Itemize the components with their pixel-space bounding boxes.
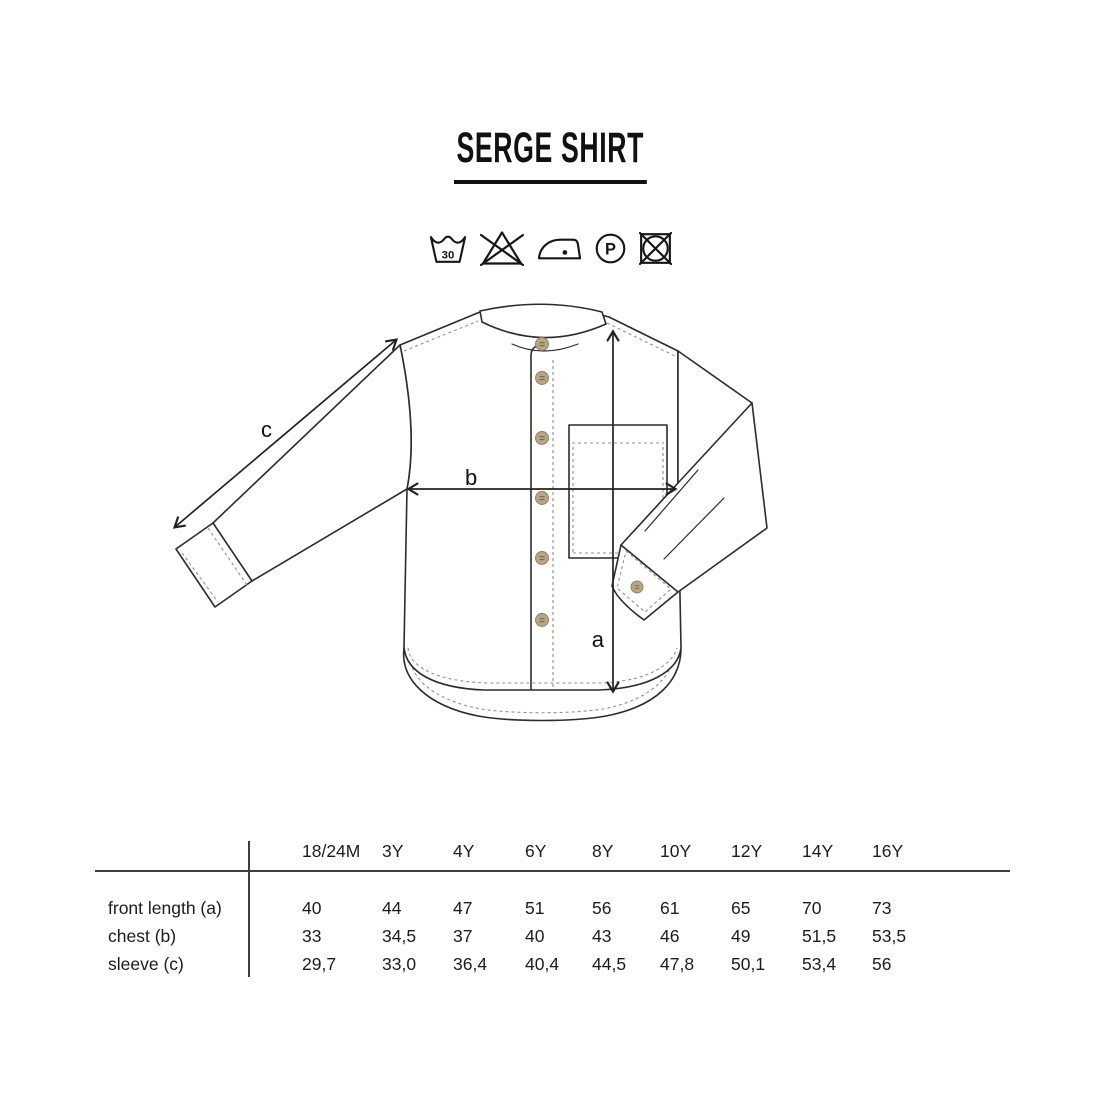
measurement-row <box>95 922 1010 950</box>
measurement-value: 56 <box>592 898 612 918</box>
measurement-value: 70 <box>802 898 822 918</box>
table-rule <box>95 870 1010 872</box>
size-header-spacer <box>95 838 302 870</box>
measurement-a-label: a <box>591 627 604 652</box>
measurement-label: chest (b) <box>108 926 177 946</box>
page-title: SERGE SHIRT <box>454 124 647 184</box>
do-not-tumble-dry-icon <box>639 232 672 265</box>
measurement-value: 65 <box>731 898 751 918</box>
measurement-value: 34,5 <box>382 926 417 946</box>
size-col-header: 3Y <box>382 841 404 861</box>
measurement-value: 36,4 <box>453 954 488 974</box>
measurement-label: sleeve (c) <box>108 954 184 974</box>
measurement-value: 61 <box>660 898 680 918</box>
cuff-button <box>631 581 643 593</box>
measurement-value: 51 <box>525 898 545 918</box>
shirt-technical-drawing <box>140 280 800 740</box>
measurement-value: 49 <box>731 926 751 946</box>
measurement-b-label: b <box>465 465 478 490</box>
dry-clean-p-icon <box>595 233 626 264</box>
do-not-bleach-icon <box>480 229 524 267</box>
measurement-value: 50,1 <box>731 954 766 974</box>
measurement-value: 40,4 <box>525 954 560 974</box>
measurement-c-label: c <box>261 417 272 442</box>
size-col-header: 12Y <box>731 841 763 861</box>
shirt-button <box>536 492 549 505</box>
measurement-value: 40 <box>302 898 322 918</box>
size-col-header: 4Y <box>453 841 475 861</box>
size-col-header: 6Y <box>525 841 547 861</box>
care-symbols-row <box>0 229 1100 267</box>
shirt-button <box>536 432 549 445</box>
measurement-row <box>95 894 1010 922</box>
size-col-header: 14Y <box>802 841 834 861</box>
size-col-header: 8Y <box>592 841 614 861</box>
size-header-row <box>95 838 1010 870</box>
measurement-value: 44 <box>382 898 402 918</box>
measurement-value: 37 <box>453 926 473 946</box>
measurement-value: 73 <box>872 898 892 918</box>
shirt-button <box>536 552 549 565</box>
dry-clean-letter: P <box>604 239 616 258</box>
size-col-header: 16Y <box>872 841 904 861</box>
page-header <box>0 124 1100 184</box>
shirt-button <box>536 614 549 627</box>
measurement-value: 47 <box>453 898 473 918</box>
measurement-value: 43 <box>592 926 612 946</box>
measurement-value: 33,0 <box>382 954 417 974</box>
left-sleeve <box>176 345 411 607</box>
measurement-value: 53,5 <box>872 926 907 946</box>
measurement-value: 53,4 <box>802 954 837 974</box>
measurement-value: 56 <box>872 954 892 974</box>
measurement-value: 47,8 <box>660 954 695 974</box>
size-table <box>95 838 1010 988</box>
measurement-value: 29,7 <box>302 954 337 974</box>
shirt-button <box>536 338 549 351</box>
measurement-value: 51,5 <box>802 926 837 946</box>
table-divider <box>248 841 250 977</box>
size-table-body <box>95 894 1010 978</box>
measurement-value: 44,5 <box>592 954 627 974</box>
iron-one-dot-icon <box>537 236 582 261</box>
measurement-value: 46 <box>660 926 680 946</box>
measurement-row <box>95 950 1010 978</box>
size-col-header: 18/24M <box>302 841 361 861</box>
shirt-button <box>536 372 549 385</box>
wash-temp-label: 30 <box>441 248 454 261</box>
measurement-value: 40 <box>525 926 545 946</box>
measurement-label: front length (a) <box>108 898 222 918</box>
measurement-value: 33 <box>302 926 322 946</box>
size-col-header: 10Y <box>660 841 692 861</box>
machine-wash-30-icon <box>429 232 467 265</box>
